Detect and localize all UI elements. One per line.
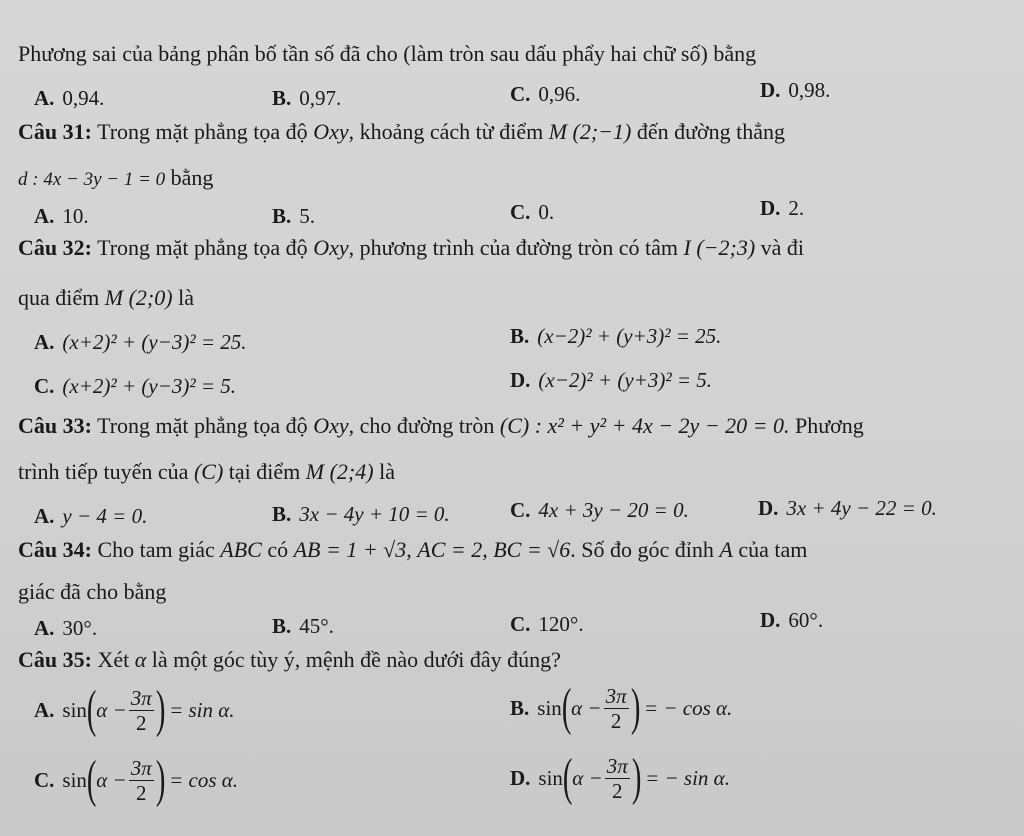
option-label: A.: [34, 204, 55, 228]
math-center: I (−2;3): [683, 235, 756, 260]
right-paren: ): [631, 749, 642, 806]
option-value: 3x + 4y − 22 = 0.: [786, 496, 937, 520]
math-sin: sin: [62, 767, 87, 792]
intro-option-d[interactable]: [760, 76, 830, 104]
math-alpha-minus: α −: [96, 697, 127, 722]
fraction-denominator: 2: [135, 780, 147, 805]
question-text: đến đường thẳng: [636, 119, 786, 144]
q33-option-d[interactable]: [758, 494, 937, 522]
option-value: (x−2)² + (y+3)² = 25.: [537, 324, 722, 348]
option-label: C.: [510, 498, 531, 522]
left-paren: (: [561, 679, 572, 736]
question-text: . Số đo góc đỉnh: [570, 537, 714, 562]
question-number: Câu 33:: [18, 413, 92, 438]
q35-option-a[interactable]: [34, 680, 235, 740]
math-alpha: α: [134, 647, 147, 672]
left-paren: (: [86, 681, 97, 738]
option-value: 0,96.: [538, 82, 581, 106]
question-text: tại điểm: [228, 459, 301, 484]
option-label: A.: [34, 504, 55, 528]
intro-question-text: [18, 40, 756, 68]
question-34-line2: [18, 578, 166, 606]
fraction-denominator: 2: [610, 708, 622, 733]
option-value: 0,97.: [299, 86, 342, 110]
math-vertex: A: [719, 537, 733, 562]
option-label: C.: [34, 374, 55, 398]
option-label: B.: [272, 502, 292, 526]
option-value: = cos α.: [169, 767, 239, 792]
fraction: [129, 756, 154, 805]
question-text: Trong mặt phẳng tọa độ: [97, 413, 308, 438]
option-label: D.: [760, 608, 781, 632]
fraction-numerator: 3π: [605, 683, 627, 708]
option-value: 60°.: [788, 608, 824, 632]
option-label: A.: [34, 86, 55, 110]
option-value: 0,94.: [62, 86, 105, 110]
option-value: 0,98.: [788, 78, 831, 102]
question-text: và đi: [760, 235, 805, 260]
option-label: B.: [510, 695, 530, 720]
fraction: [129, 686, 154, 735]
option-label: B.: [272, 614, 292, 638]
option-value: = − cos α.: [643, 695, 733, 720]
option-value: 3x − 4y + 10 = 0.: [299, 502, 450, 526]
q31-option-c[interactable]: [510, 198, 554, 226]
option-value: (x+2)² + (y−3)² = 5.: [62, 374, 237, 398]
right-paren: ): [155, 751, 166, 808]
option-value: y − 4 = 0.: [62, 504, 148, 528]
right-paren: ): [630, 679, 641, 736]
option-label: C.: [510, 200, 531, 224]
option-value: 0.: [538, 200, 555, 224]
math-sin: sin: [62, 697, 87, 722]
option-value: 30°.: [62, 616, 98, 640]
option-label: D.: [760, 196, 781, 220]
option-value: 2.: [788, 196, 805, 220]
question-number: Câu 31:: [18, 119, 92, 144]
option-label: B.: [272, 86, 292, 110]
question-34-line1: Câu 34: Cho tam giác ABC có AB = 1 + √3, AC = 2, BC = √6. Số đo góc đỉnh A của tam: [18, 537, 808, 562]
question-31-line1: [18, 118, 785, 146]
q32-option-c[interactable]: [34, 372, 236, 400]
q34-option-b[interactable]: [272, 612, 334, 640]
option-label: D.: [510, 765, 531, 790]
left-paren: (: [562, 749, 573, 806]
option-label: D.: [760, 78, 781, 102]
q33-option-c[interactable]: [510, 496, 689, 524]
question-number: Câu 32:: [18, 235, 92, 260]
fraction-denominator: 2: [135, 710, 147, 735]
q32-option-b[interactable]: [510, 322, 721, 350]
math-circle-name: (C): [193, 459, 224, 484]
math-triangle: ABC: [220, 537, 262, 562]
fraction-numerator: 3π: [130, 685, 152, 710]
q34-option-a[interactable]: [34, 614, 97, 642]
option-label: C.: [510, 612, 531, 636]
question-33-line2: [18, 458, 395, 486]
math-oxy: Oxy: [313, 119, 349, 144]
q32-option-a[interactable]: [34, 328, 247, 356]
math-point: M (2;4): [305, 459, 374, 484]
option-value: 10.: [62, 204, 89, 228]
question-text: qua điểm: [18, 285, 100, 310]
question-text: là một góc tùy ý, mệnh đề nào dưới đây đúng?: [151, 647, 561, 672]
question-text: là: [379, 459, 395, 484]
question-text: giác đã cho bằng: [18, 579, 167, 604]
question-text: của tam: [738, 537, 808, 562]
q32-option-d[interactable]: [510, 366, 712, 394]
q31-option-a[interactable]: [34, 202, 89, 230]
fraction-numerator: 3π: [606, 753, 628, 778]
math-line-equation: d : 4x − 3y − 1 = 0: [18, 169, 166, 190]
math-bc: BC = √6: [493, 537, 571, 562]
question-32-line1: [18, 234, 804, 262]
question-text: bằng: [170, 165, 214, 190]
q34-option-d[interactable]: [760, 606, 823, 634]
option-value: 120°.: [538, 612, 584, 636]
question-text: trình tiếp tuyến của: [18, 459, 189, 484]
option-label: A.: [34, 616, 55, 640]
question-33-line1: [18, 412, 864, 440]
intro-option-c[interactable]: [510, 80, 580, 108]
left-paren: (: [86, 751, 97, 808]
question-text: Cho tam giác: [97, 537, 215, 562]
option-label: B.: [510, 324, 530, 348]
option-value: = − sin α.: [645, 765, 730, 790]
math-sin: sin: [538, 765, 563, 790]
question-text: Xét: [97, 647, 130, 672]
question-31-line2: [18, 164, 213, 194]
q31-option-d[interactable]: [760, 194, 804, 222]
math-point: M (2;−1): [548, 119, 632, 144]
question-text: , phương trình của đường tròn có tâm: [348, 235, 678, 260]
question-text: có: [267, 537, 289, 562]
intro-text: Phương sai của bảng phân bố tần số đã cho (làm tròn sau dấu phẩy hai chữ số) bằng: [18, 41, 757, 66]
option-value: 5.: [299, 204, 316, 228]
fraction: [605, 754, 630, 803]
option-label: A.: [34, 697, 55, 722]
right-paren: ): [155, 681, 166, 738]
option-value: 4x + 3y − 20 = 0.: [538, 498, 689, 522]
question-text: Phương: [795, 413, 864, 438]
option-label: A.: [34, 330, 55, 354]
math-alpha-minus: α −: [572, 765, 603, 790]
fraction-denominator: 2: [611, 778, 623, 803]
q34-option-c[interactable]: [510, 610, 584, 638]
question-number: Câu 35:: [18, 647, 92, 672]
question-number: Câu 34:: [18, 537, 92, 562]
intro-option-b[interactable]: [272, 84, 341, 112]
option-value: (x−2)² + (y+3)² = 5.: [538, 368, 713, 392]
option-value: 45°.: [299, 614, 334, 638]
option-label: D.: [758, 496, 779, 520]
math-oxy: Oxy: [313, 235, 349, 260]
math-point: M (2;0): [104, 285, 173, 310]
option-label: B.: [272, 204, 292, 228]
math-alpha-minus: α −: [96, 767, 127, 792]
question-text: Trong mặt phẳng tọa độ: [97, 119, 308, 144]
option-value: = sin α.: [169, 697, 235, 722]
math-sin: sin: [537, 695, 562, 720]
intro-option-a[interactable]: [34, 84, 104, 112]
option-label: C.: [510, 82, 531, 106]
option-value: (x+2)² + (y−3)² = 25.: [62, 330, 247, 354]
math-oxy: Oxy: [313, 413, 349, 438]
q33-option-a[interactable]: [34, 502, 147, 530]
question-35-line1: [18, 646, 561, 674]
q31-option-b[interactable]: [272, 202, 315, 230]
math-circle-equation: (C) : x² + y² + 4x − 2y − 20 = 0.: [499, 413, 790, 438]
fraction-numerator: 3π: [130, 755, 152, 780]
option-label: C.: [34, 767, 55, 792]
math-ac: AC = 2: [417, 537, 483, 562]
fraction: [604, 684, 629, 733]
question-text: là: [178, 285, 194, 310]
question-text: , khoảng cách từ điểm: [348, 119, 544, 144]
math-alpha-minus: α −: [571, 695, 602, 720]
math-ab: AB = 1 + √3: [293, 537, 407, 562]
question-text: , cho đường tròn: [348, 413, 495, 438]
q35-option-d[interactable]: [510, 748, 730, 808]
q33-option-b[interactable]: [272, 500, 450, 528]
question-text: Trong mặt phẳng tọa độ: [97, 235, 308, 260]
q35-option-b[interactable]: [510, 678, 732, 738]
question-32-line2: [18, 284, 194, 312]
option-label: D.: [510, 368, 531, 392]
q35-option-c[interactable]: [34, 750, 238, 810]
